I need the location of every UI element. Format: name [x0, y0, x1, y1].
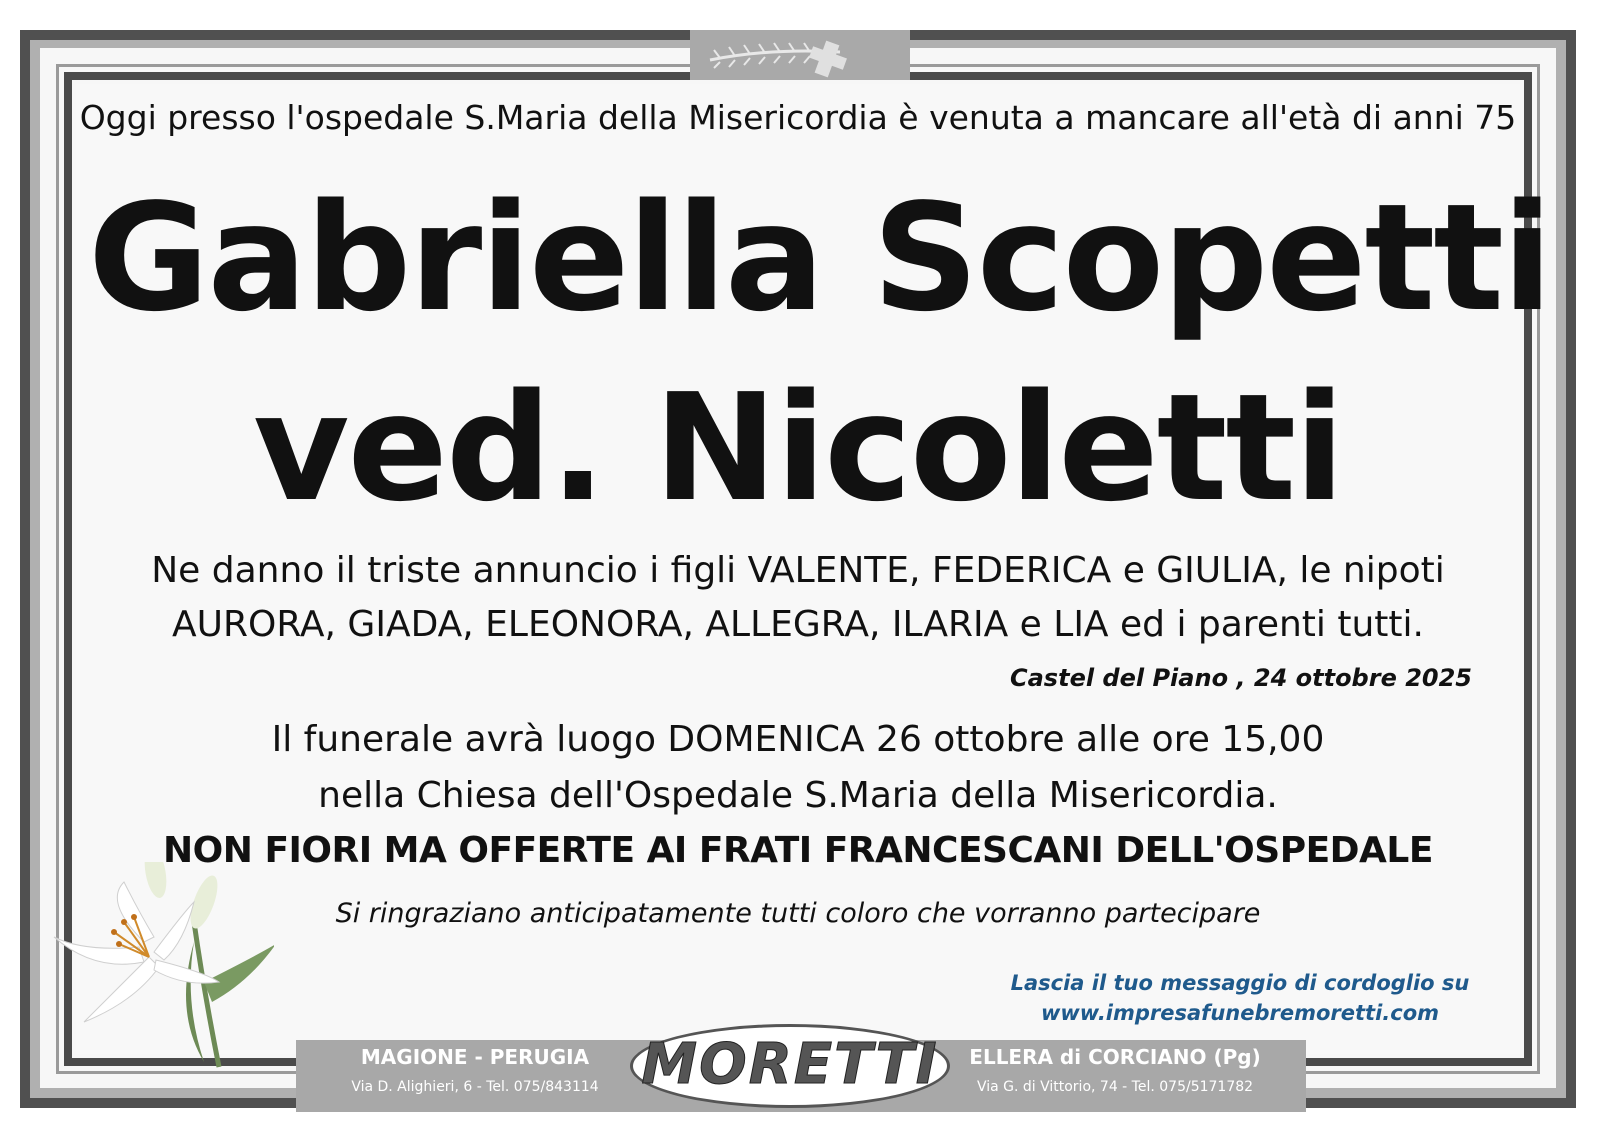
announcement-line-2: AURORA, GIADA, ELEONORA, ALLEGRA, ILARIA e LIA ed i parenti tutti.: [172, 604, 1424, 645]
condolence-message: [1000, 968, 1480, 1028]
deceased-name-widow: ved. Nicoletti: [253, 362, 1343, 534]
announcement: [76, 544, 1520, 652]
announcement-line-1: Ne danno il triste annuncio i figli VALENTE, FEDERICA e GIULIA, le nipoti: [151, 550, 1445, 591]
intro-text: Oggi presso l'ospedale S.Maria della Misericordia è venuta a mancare all'età di anni 75: [79, 98, 1517, 137]
footer-left-address: Via D. Alighieri, 6 - Tel. 075/843114: [351, 1079, 599, 1095]
funeral-line-1: Il funerale avrà luogo DOMENICA 26 ottobre alle ore 15,00: [271, 719, 1325, 760]
condolence-link[interactable]: www.impresafunebremoretti.com: [1040, 1001, 1440, 1025]
lily-icon: [44, 862, 274, 1072]
footer-left-city: MAGIONE - PERUGIA: [360, 1045, 590, 1069]
funeral-line-2: nella Chiesa dell'Ospedale S.Maria della Misericordia.: [318, 775, 1278, 816]
funeral-info: [76, 712, 1520, 824]
palm-cross-icon: [690, 30, 910, 80]
condolence-line: Lascia il tuo messaggio di cordoglio su: [1010, 971, 1470, 995]
place-date: Castel del Piano , 24 ottobre 2025: [1010, 664, 1472, 692]
footer-right-city: ELLERA di CORCIANO (Pg): [969, 1045, 1261, 1069]
footer-left: [310, 1042, 640, 1102]
footer-right-address: Via G. di Vittorio, 74 - Tel. 075/5171782: [976, 1079, 1254, 1095]
no-flowers-notice: NON FIORI MA OFFERTE AI FRATI FRANCESCANI DELL'OSPEDALE: [163, 830, 1433, 871]
logo-text: MORETTI: [641, 1032, 939, 1097]
deceased-name: Gabriella Scopetti: [88, 172, 1551, 344]
moretti-logo: [630, 1024, 950, 1108]
footer-right: [950, 1042, 1280, 1102]
thanks-text: Si ringraziano anticipatamente tutti coloro che vorranno partecipare: [335, 898, 1261, 929]
